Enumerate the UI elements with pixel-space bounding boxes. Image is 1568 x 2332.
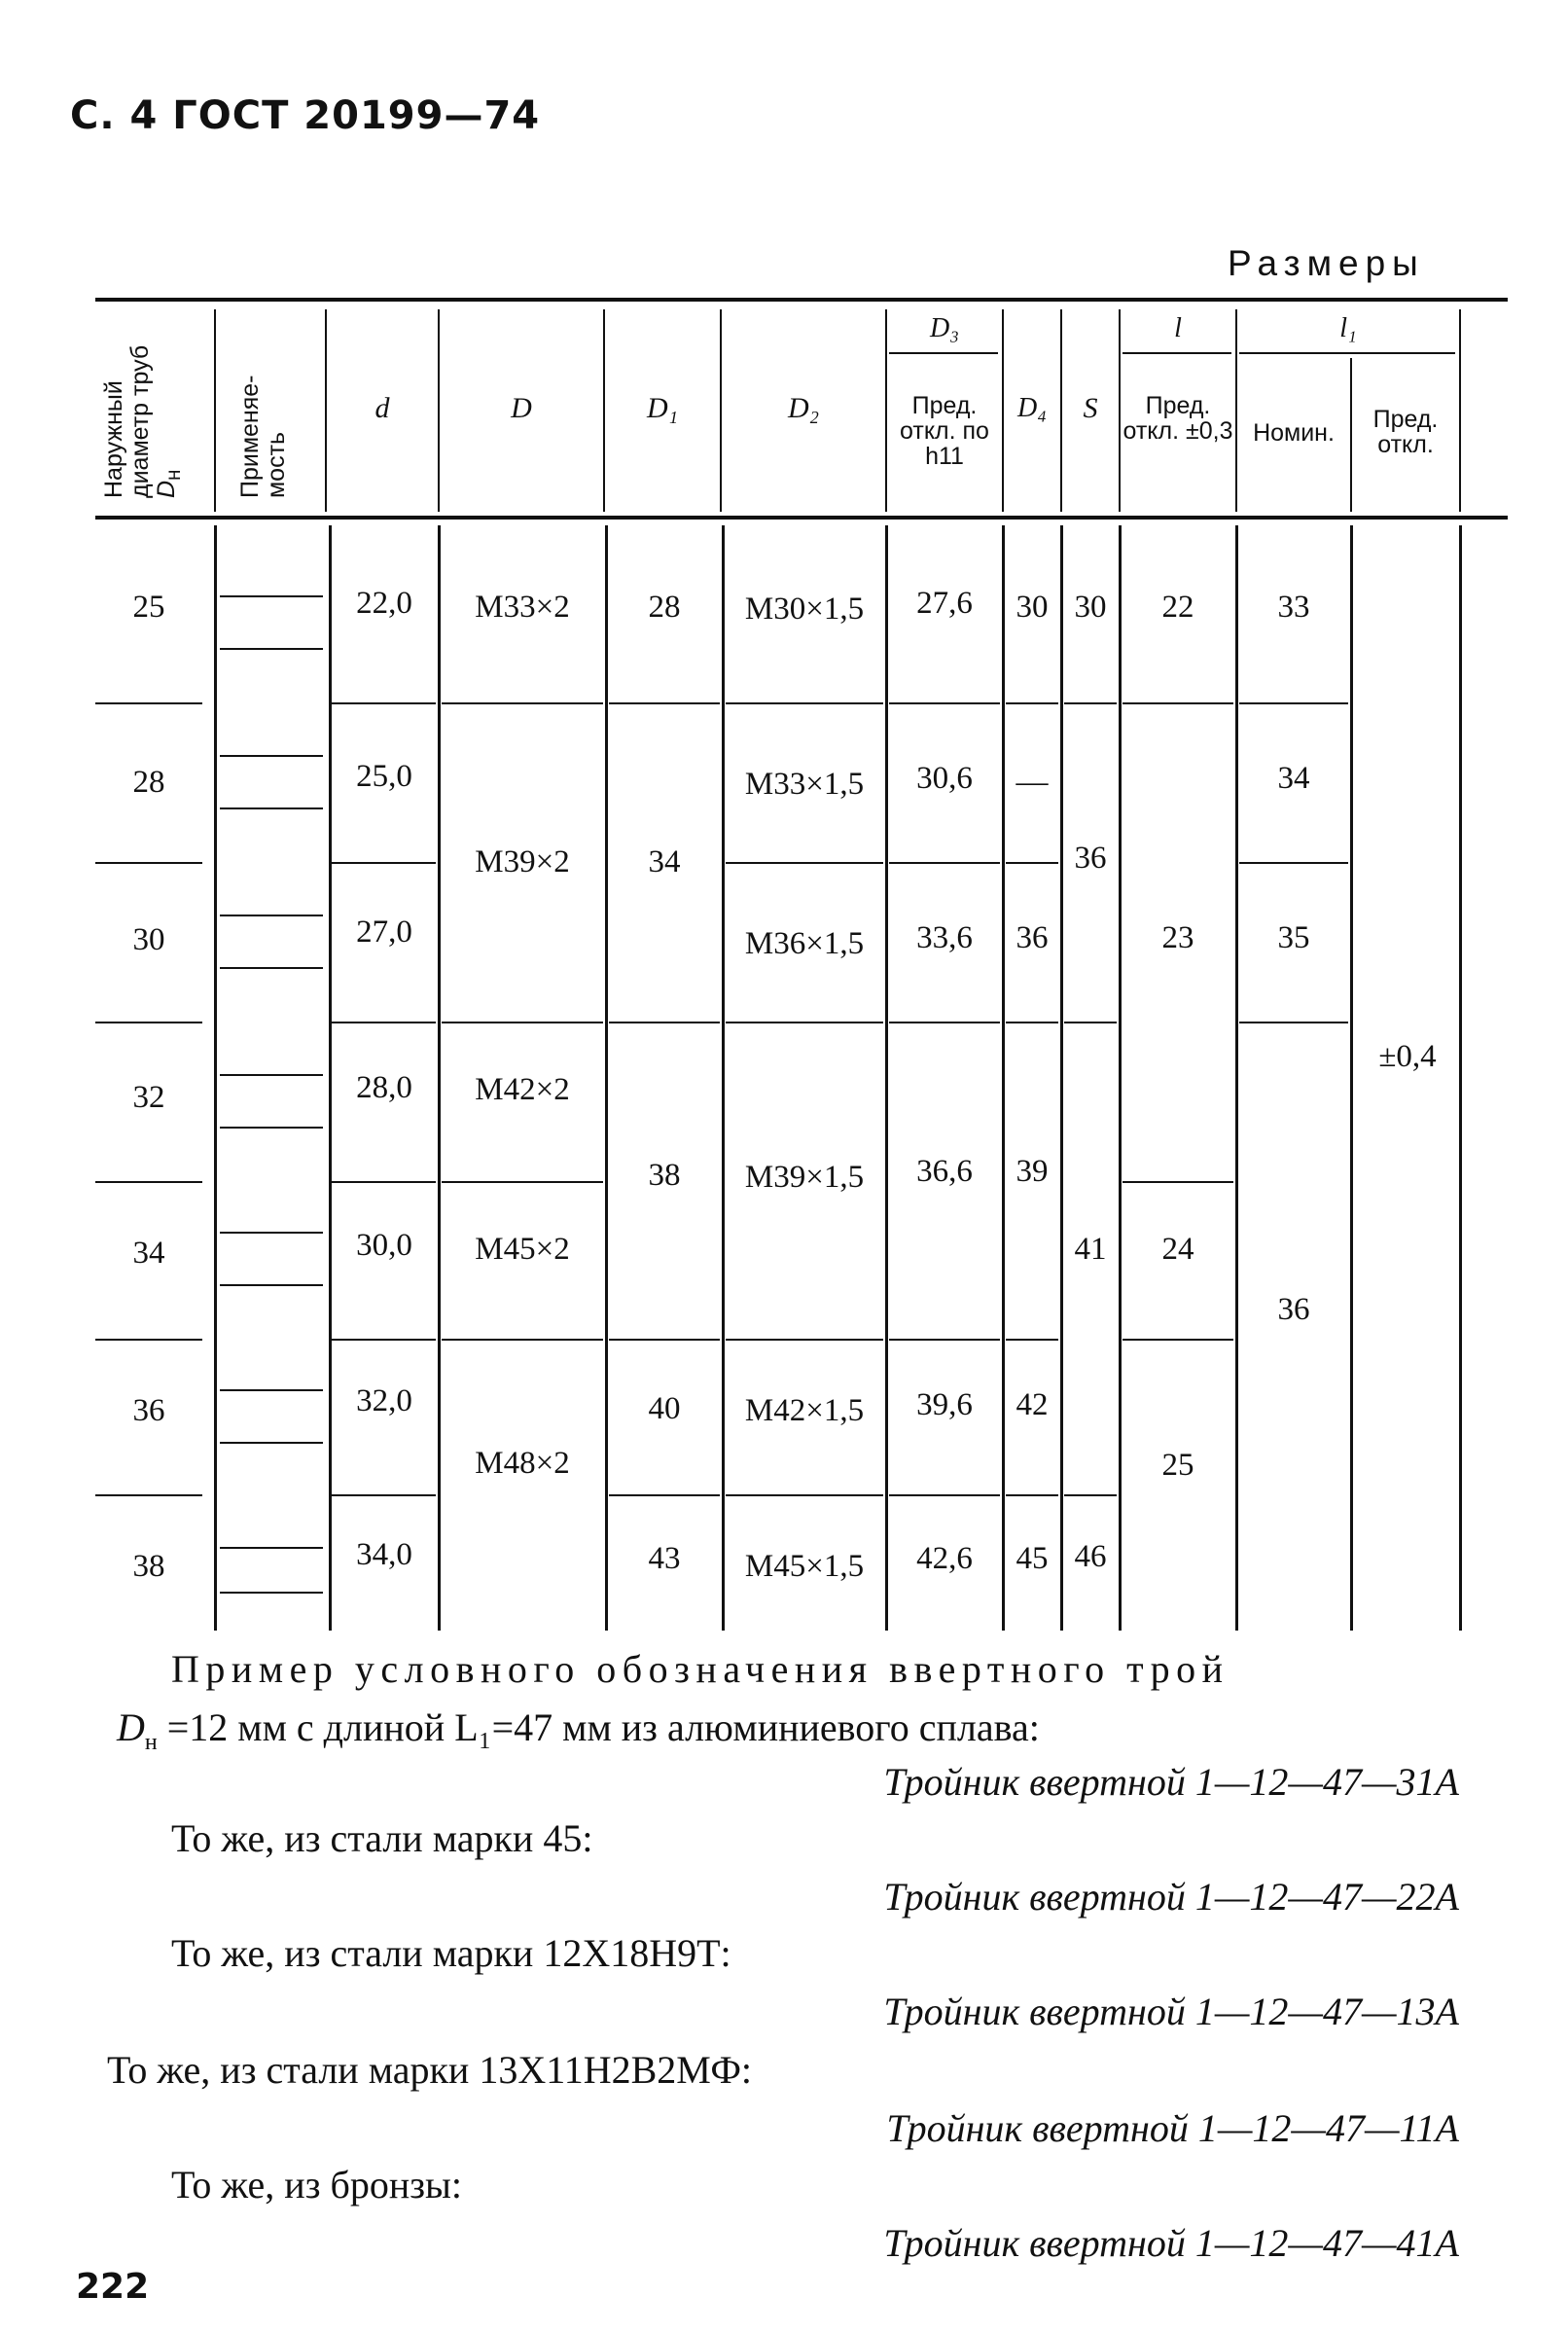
l-value: 22	[1161, 589, 1194, 625]
row-rule	[95, 702, 202, 704]
group-rule	[889, 352, 998, 354]
l-value: 24	[1161, 1231, 1194, 1267]
dn-value: 34	[132, 1235, 165, 1271]
row-rule	[1123, 702, 1233, 704]
D1-value: 40	[648, 1390, 681, 1426]
header-l1-tol: Пред. откл.	[1372, 406, 1439, 458]
header-usage: Применяе-мость	[236, 375, 290, 498]
header-D1: D₁	[646, 392, 679, 424]
usage-blank	[220, 1389, 323, 1391]
usage-blank	[220, 1592, 323, 1594]
header-D4: D₄	[1017, 393, 1047, 423]
header-bottom-rule	[95, 516, 1508, 520]
S-value: 41	[1074, 1231, 1107, 1267]
row-rule	[1239, 862, 1348, 864]
designation-2: Тройник ввертной 1—12—47—22А	[883, 1875, 1459, 1919]
header-l-tol: Пред. откл. ±0,3	[1123, 392, 1233, 445]
D3-value: 30,6	[916, 760, 973, 796]
row-rule	[95, 1339, 202, 1341]
header-S: S	[1083, 392, 1098, 424]
l-value: 25	[1161, 1447, 1194, 1483]
d-value: 32,0	[356, 1382, 412, 1418]
D2-value: M42×1,5	[744, 1392, 865, 1428]
header-l1-nom: Номин.	[1253, 419, 1335, 447]
usage-blank	[220, 967, 323, 969]
usage-blank	[220, 1127, 323, 1129]
example-label-2: То же, из стали марки 45:	[171, 1816, 593, 1860]
usage-blank	[220, 648, 323, 650]
l1-nom-value: 34	[1277, 760, 1310, 796]
row-rule	[1123, 1339, 1233, 1341]
usage-blank	[220, 807, 323, 809]
header-D3-tol: Пред. откл. по h11	[900, 392, 989, 470]
l1-nom-value: 33	[1277, 589, 1310, 625]
row-rule	[889, 1339, 1000, 1341]
header-D3: D₃	[930, 313, 959, 343]
D2-value: M39×1,5	[744, 1159, 865, 1195]
D-value: M39×2	[475, 843, 570, 879]
units-label: Размеры	[1228, 243, 1425, 283]
row-rule	[331, 862, 436, 864]
d-value: 22,0	[356, 585, 412, 621]
D1-value: 34	[648, 843, 681, 879]
D4-value: 39	[1016, 1153, 1049, 1189]
row-rule	[442, 1339, 603, 1341]
header-D: D	[511, 392, 532, 424]
designation-4: Тройник ввертной 1—12—47—11А	[886, 2106, 1459, 2150]
row-rule	[609, 1022, 720, 1023]
D3-value: 39,6	[916, 1386, 973, 1422]
group-rule	[1123, 352, 1231, 354]
D2-value: M45×1,5	[744, 1548, 865, 1584]
usage-blank	[220, 1074, 323, 1076]
table-top-rule	[95, 298, 1508, 302]
header-dn: Наружный диаметр труб $D_н$	[100, 344, 185, 498]
dn-value: 28	[132, 764, 165, 800]
dn-value: 36	[132, 1392, 165, 1428]
row-rule	[726, 1022, 883, 1023]
body-col-line	[885, 525, 888, 1631]
dn-value: 38	[132, 1548, 165, 1584]
row-rule	[889, 702, 1000, 704]
d-value: 30,0	[356, 1227, 412, 1263]
row-rule	[889, 1022, 1000, 1023]
row-rule	[1006, 1339, 1058, 1341]
row-rule	[726, 1339, 883, 1341]
usage-blank	[220, 595, 323, 597]
designation-5: Тройник ввертной 1—12—47—41А	[883, 2221, 1459, 2265]
row-rule	[331, 1022, 436, 1023]
D4-value: —	[1016, 764, 1049, 800]
example-label-4: То же, из стали марки 13Х11Н2В2МФ:	[107, 2048, 753, 2092]
usage-blank	[220, 915, 323, 916]
D-value: M33×2	[475, 589, 570, 625]
body-col-line	[1002, 525, 1005, 1631]
row-rule	[442, 1022, 603, 1023]
D2-value: M30×1,5	[744, 591, 865, 627]
usage-blank	[220, 1547, 323, 1549]
l-value: 23	[1161, 919, 1194, 955]
row-rule	[95, 1494, 202, 1496]
S-value: 30	[1074, 589, 1107, 625]
body-col-line	[438, 525, 441, 1631]
usage-blank	[220, 1284, 323, 1286]
D1-value: 28	[648, 589, 681, 625]
page-number: 222	[76, 2267, 150, 2307]
row-rule	[442, 1181, 603, 1183]
row-rule	[609, 702, 720, 704]
D2-value: M33×1,5	[744, 766, 865, 802]
row-rule	[609, 1339, 720, 1341]
example-intro-line1: Пример условного обозначения ввертного трой	[171, 1647, 1229, 1691]
body-col-line	[1235, 525, 1238, 1631]
d-value: 28,0	[356, 1069, 412, 1105]
dn-value: 25	[132, 589, 165, 625]
row-rule	[609, 1494, 720, 1496]
row-rule	[889, 862, 1000, 864]
row-rule	[95, 862, 202, 864]
body-col-line	[1060, 525, 1063, 1631]
row-rule	[1064, 1494, 1117, 1496]
dn-value: 32	[132, 1079, 165, 1115]
group-rule	[1239, 352, 1455, 354]
designation-1: Тройник ввертной 1—12—47—31А	[883, 1760, 1459, 1804]
row-rule	[95, 1181, 202, 1183]
row-rule	[95, 1022, 202, 1023]
D1-value: 43	[648, 1540, 681, 1576]
body-col-line	[1350, 525, 1353, 1631]
row-rule	[1006, 1494, 1058, 1496]
body-col-line	[605, 525, 608, 1631]
row-rule	[1006, 1022, 1058, 1023]
S-value: 46	[1074, 1538, 1107, 1574]
row-rule	[331, 702, 436, 704]
row-rule	[331, 1181, 436, 1183]
l1-nom-value: 36	[1277, 1291, 1310, 1327]
example-label-3: То же, из стали марки 12Х18Н9Т:	[171, 1931, 731, 1975]
row-rule	[1064, 702, 1117, 704]
row-rule	[331, 1494, 436, 1496]
row-rule	[726, 862, 883, 864]
row-rule	[1006, 862, 1058, 864]
S-value: 36	[1074, 840, 1107, 876]
header-d: d	[374, 392, 390, 424]
col-sep	[214, 309, 216, 512]
usage-blank	[220, 755, 323, 757]
row-rule	[442, 702, 603, 704]
row-rule	[726, 1494, 883, 1496]
D2-value: M36×1,5	[744, 925, 865, 961]
example-label-5: То же, из бронзы:	[171, 2163, 463, 2206]
d-value: 25,0	[356, 758, 412, 794]
body-col-line	[214, 525, 217, 1631]
D4-value: 45	[1016, 1540, 1049, 1576]
col-sep	[1459, 309, 1461, 512]
D4-value: 36	[1016, 919, 1049, 955]
D3-value: 33,6	[916, 919, 973, 955]
row-rule	[1064, 1022, 1117, 1023]
D-value: M42×2	[475, 1071, 570, 1107]
dn-value: 30	[132, 921, 165, 957]
D-value: M48×2	[475, 1445, 570, 1481]
example-intro-line2: $D_н =12$ мм с длиной L₁=47 мм из алюминиевого сплава:	[117, 1705, 1040, 1755]
D3-value: 42,6	[916, 1540, 973, 1576]
l1-tol-value: ±0,4	[1378, 1038, 1437, 1074]
D1-value: 38	[648, 1157, 681, 1193]
D3-value: 36,6	[916, 1153, 973, 1189]
d-value: 34,0	[356, 1536, 412, 1572]
l1-nom-value: 35	[1277, 919, 1310, 955]
row-rule	[726, 702, 883, 704]
header-l1: l₁	[1339, 313, 1357, 343]
row-rule	[1006, 702, 1058, 704]
body-col-line	[722, 525, 725, 1631]
D4-value: 42	[1016, 1386, 1049, 1422]
row-rule	[889, 1494, 1000, 1496]
usage-blank	[220, 1442, 323, 1444]
D3-value: 27,6	[916, 585, 973, 621]
row-rule	[1123, 1181, 1233, 1183]
header-D2: D₂	[787, 392, 820, 424]
row-rule	[1239, 1022, 1348, 1023]
body-col-line	[1119, 525, 1122, 1631]
D-value: M45×2	[475, 1231, 570, 1267]
d-value: 27,0	[356, 914, 412, 950]
row-rule	[1239, 702, 1348, 704]
page-header: С. 4 ГОСТ 20199—74	[70, 93, 541, 138]
D4-value: 30	[1016, 589, 1049, 625]
usage-blank	[220, 1232, 323, 1234]
designation-3: Тройник ввертной 1—12—47—13А	[883, 1990, 1459, 2033]
header-l: l	[1174, 313, 1182, 343]
row-rule	[331, 1339, 436, 1341]
